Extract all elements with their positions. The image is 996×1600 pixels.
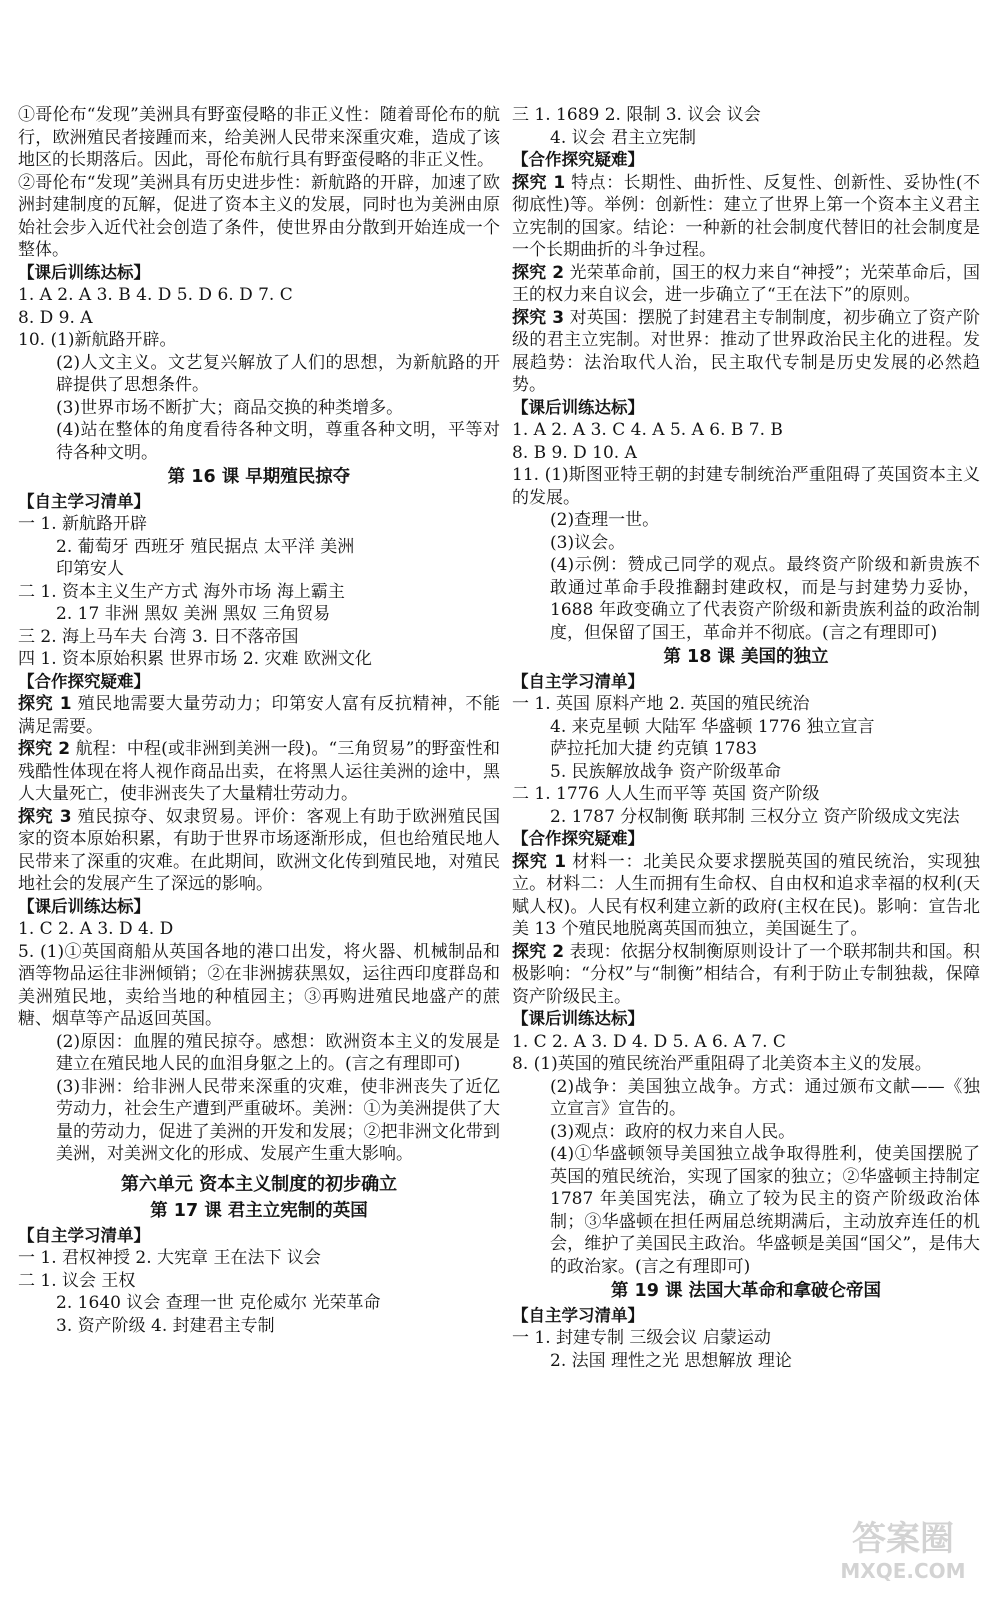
explore-text: 表现：依据分权制衡原则设计了一个联邦制共和国。积极影响：“分权”与“制衡”相结合，有利于防止专制独裁，保障资产阶级民主。 [512, 941, 981, 1007]
answer-line: 一 1. 英国 原料产地 2. 英国的殖民统治 [512, 694, 810, 714]
right-column [512, 104, 980, 1372]
explore-answer [512, 307, 980, 397]
section-heading: 【自主学习清单】 [512, 1305, 644, 1325]
answer-line: 4. 议会 君主立宪制 [550, 127, 697, 148]
watermark-url: MXQE.COM [840, 1559, 966, 1583]
explore-label: 探究 3 [512, 307, 565, 328]
explore-answer [512, 262, 980, 307]
lesson-title: 第 17 课 君主立宪制的英国 [150, 1201, 368, 1221]
explore-text: 殖民掠夺、奴隶贸易。评价：客观上有助于欧洲殖民国家的资本原始积累，有助于世界市场逐渐形成，但也给殖民地人民带来了深重的灾难。在此期间，欧洲文化传到殖民地，对殖民地社会的发展产生了深远的影响。 [18, 806, 501, 894]
answer-line: 二 1. 议会 王权 [18, 1270, 136, 1291]
lesson-title: 第 19 课 法国大革命和拿破仑帝国 [610, 1281, 882, 1301]
answer-line: 8. B 9. D 10. A [512, 442, 637, 463]
explore-answer [18, 738, 500, 806]
explore-text: 材料一：北美民众要求摆脱英国的殖民统治，实现独立。材料二：人生而拥有生命权、自由权和追求幸福的权利(天赋人权)。人民有权利建立新的政府(主权在民)。影响：宣告北美 13 个殖民地脱离英国而独立，美国诞生了。 [512, 851, 981, 939]
answer-line: 1. A 2. A 3. C 4. A 5. A 6. B 7. B [512, 420, 783, 440]
lesson-title: 第 18 课 美国的独立 [663, 647, 829, 667]
answer-line: 一 1. 君权神授 2. 大宪章 王在法下 议会 [18, 1248, 321, 1268]
question-answer: (3)非洲：给非洲人民带来深重的灾难，使非洲丧失了近亿劳动力，社会生产遭到严重破坏。美洲：①为美洲提供了大量的劳动力，促进了美洲的开发和发展；②把非洲文化带到美洲，对美洲文化的形成、发展产生重大影响。 [56, 1076, 500, 1164]
explore-text: 航程：中程(或非洲到美洲一段)。“三角贸易”的野蛮性和残酷性体现在将人视作商品出卖，在将黑人运往美洲的途中，黑人大量死亡，使非洲丧失了大量精壮劳动力。 [18, 739, 501, 804]
explore-label: 探究 1 [18, 694, 72, 714]
answer-line: 印第安人 [56, 559, 124, 579]
question-answer: (3)观点：政府的权力来自人民。 [550, 1121, 796, 1142]
answer-line: 8. D 9. A [18, 307, 93, 328]
explore-text: 特点：长期性、曲折性、反复性、创新性、妥协性(不彻底性)等。举例：创新性：建立了世界上第一个资本主义君主立宪制的国家。结论：一种新的社会制度代替旧的社会制度是一个长期曲折的斗争过程。 [512, 172, 981, 260]
question-answer: (4)站在整体的角度看待各种文明，尊重各种文明，平等对待各种文明。 [56, 420, 500, 463]
explore-label: 探究 1 [512, 172, 566, 193]
section-heading: 【合作探究疑难】 [512, 150, 644, 169]
left-column [18, 104, 500, 1337]
watermark-logo [828, 1510, 978, 1588]
question-answer: (2)查理一世。 [550, 510, 660, 530]
answer-line: 1. C 2. A 3. D 4. D [18, 919, 174, 939]
answer-line: 5. 民族解放战争 资产阶级革命 [550, 761, 782, 782]
explore-label: 探究 3 [18, 806, 72, 827]
question-answer: (3)议会。 [550, 532, 626, 553]
question-answer: 10. (1)新航路开辟。 [18, 330, 177, 350]
lesson-title: 第 16 课 早期殖民掠夺 [167, 467, 351, 487]
answer-line: 一 1. 新航路开辟 [18, 514, 148, 534]
question-answer: (4)示例：赞成己同学的观点。最终资产阶级和新贵族不敢通过革命手段推翻封建政权，而是与封建势力妥协，1688 年政变确立了代表资产阶级和新贵族利益的政治制度，但保留了国王，革命并不彻底。(言之有理即可) [550, 555, 980, 643]
section-heading: 【合作探究疑难】 [18, 671, 150, 691]
question-answer: (3)世界市场不断扩大；商品交换的种类增多。 [56, 397, 404, 418]
answer-line: 二 1. 资本主义生产方式 海外市场 海上霸主 [18, 581, 345, 602]
paragraph: ①哥伦布“发现”美洲具有野蛮侵略的非正义性：随着哥伦布的航行，欧洲殖民者接踵而来，给美洲人民带来深重灾难，造成了该地区的长期落后。因此，哥伦布航行具有野蛮侵略的非正义性。 [18, 105, 500, 170]
answer-line: 一 1. 封建专制 三级会议 启蒙运动 [512, 1328, 771, 1348]
explore-label: 探究 2 [512, 262, 565, 283]
answer-line: 1. C 2. A 3. D 4. D 5. A 6. A 7. C [512, 1031, 786, 1052]
question-answer: (2)战争：美国独立战争。方式：通过颁布文献——《独立宣言》宣告的。 [550, 1076, 980, 1119]
question-answer: (2)人文主义。文艺复兴解放了人们的思想，为新航路的开辟提供了思想条件。 [56, 352, 500, 395]
answer-line: 2. 葡萄牙 西班牙 殖民据点 太平洋 美洲 [56, 536, 355, 557]
explore-answer [18, 693, 500, 738]
section-heading: 【合作探究疑难】 [512, 829, 644, 848]
section-heading: 【自主学习清单】 [18, 1225, 150, 1245]
answer-line: 2. 1640 议会 查理一世 克伦威尔 光荣革命 [56, 1293, 381, 1313]
explore-text: 光荣革命前，国王的权力来自“神授”；光荣革命后，国王的权力来自议会，进一步确立了“王在法下”的原则。 [512, 262, 981, 305]
explore-answer [512, 172, 980, 262]
explore-text: 殖民地需要大量劳动力；印第安人富有反抗精神，不能满足需要。 [18, 694, 501, 737]
answer-line: 4. 来克星顿 大陆军 华盛顿 1776 独立宣言 [550, 716, 875, 737]
answer-line: 四 1. 资本原始积累 世界市场 2. 灾难 欧洲文化 [18, 649, 372, 669]
paragraph: ②哥伦布“发现”美洲具有历史进步性：新航路的开辟，加速了欧洲封建制度的瓦解，促进了资本主义的发展，同时也为美洲由原始社会步入近代社会创造了条件，使世界由分散到开始连成一个整体。 [18, 172, 500, 260]
watermark-text: 答案圈 [852, 1519, 954, 1559]
answer-line: 萨拉托加大捷 约克镇 1783 [550, 739, 758, 759]
section-heading: 【课后训练达标】 [512, 397, 644, 417]
answer-line: 2. 法国 理性之光 思想解放 理论 [550, 1350, 792, 1371]
explore-answer [18, 806, 500, 896]
explore-label: 探究 2 [18, 739, 71, 759]
question-answer: (4)①华盛顿领导美国独立战争取得胜利，使美国摆脱了英国的殖民统治，实现了国家的独立；②华盛顿主持制定 1787 年美国宪法，确立了较为民主的资产阶级政治体制；③华盛顿在担任两届总统期满后，主动放弃连任的机会，维护了美国民主政治。华盛顿是美国“国父”，是伟大的政治家。(言之有理即可) [550, 1144, 980, 1277]
explore-text: 对英国：摆脱了封建君主专制制度，初步确立了资产阶级的君主立宪制。对世界：推动了世界政治民主化的进程。发展趋势：法治取代人治，民主取代专制是历史发展的必然趋势。 [512, 307, 981, 395]
question-answer: 5. (1)①英国商船从英国各地的港口出发，将火器、机械制品和酒等物品运往非洲倾销；②在非洲掳获黑奴，运往西印度群岛和美洲殖民地，卖给当地的种植园主；③再购进殖民地盛产的蔗糖、烟草等产品返回英国。 [18, 941, 500, 1029]
section-heading: 【课后训练达标】 [18, 896, 150, 916]
explore-answer [512, 941, 980, 1009]
question-answer: 11. (1)斯图亚特王朝的封建专制统治严重阻碍了英国资本主义的发展。 [512, 465, 980, 508]
unit-title: 第六单元 资本主义制度的初步确立 [120, 1173, 398, 1195]
answer-line: 3. 资产阶级 4. 封建君主专制 [56, 1315, 275, 1336]
section-heading: 【课后训练达标】 [512, 1009, 644, 1028]
answer-line: 2. 17 非洲 黑奴 美洲 黑奴 三角贸易 [56, 604, 331, 624]
section-heading: 【自主学习清单】 [512, 671, 644, 691]
section-heading: 【自主学习清单】 [18, 491, 150, 511]
explore-label: 探究 1 [512, 851, 567, 872]
explore-answer [512, 851, 980, 941]
answer-line: 2. 1787 分权制衡 联邦制 三权分立 资产阶级成文宪法 [550, 806, 960, 827]
answer-line: 二 1. 1776 人人生而平等 英国 资产阶级 [512, 784, 820, 804]
explore-label: 探究 2 [512, 941, 565, 962]
answer-line: 1. A 2. A 3. B 4. D 5. D 6. D 7. C [18, 285, 293, 305]
answer-line: 三 1. 1689 2. 限制 3. 议会 议会 [512, 105, 761, 125]
question-answer: 8. (1)英国的殖民统治严重阻碍了北美资本主义的发展。 [512, 1054, 932, 1074]
question-answer: (2)原因：血腥的殖民掠夺。感想：欧洲资本主义的发展是建立在殖民地人民的血泪身躯之上的。(言之有理即可) [56, 1031, 500, 1074]
section-heading: 【课后训练达标】 [18, 262, 150, 282]
answer-line: 三 2. 海上马车夫 台湾 3. 日不落帝国 [18, 626, 299, 647]
